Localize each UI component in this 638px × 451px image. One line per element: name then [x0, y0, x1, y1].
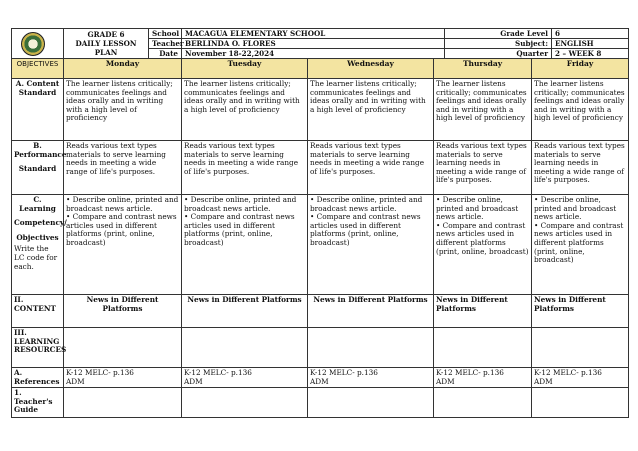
- content-standard-wednesday: The learner listens critically; communicates feelings and ideas orally and in writing with a high level of proficiency: [308, 79, 434, 141]
- content-standard-row: [12, 79, 629, 141]
- learning-competency-label: [12, 195, 67, 295]
- content-standard-thursday: The learner listens critically; communicates feelings and ideas orally and in writing with a high level of proficiency: [434, 79, 532, 141]
- competency-tuesday: [182, 195, 308, 295]
- competency-bullet-2: • Compare and contrast news articles used in different platforms (print, online, broadcast): [184, 212, 295, 247]
- teachers-guide-monday: [64, 388, 182, 418]
- content-standard-label-b: Standard: [18, 87, 57, 97]
- references-monday: [64, 368, 182, 388]
- content-standard-label: [12, 79, 64, 141]
- resources-friday: [532, 328, 629, 368]
- competency-bullet-2: • Compare and contrast news articles used in different platforms (print, online, broadcast): [66, 212, 177, 247]
- subject-label: Subject:: [445, 39, 552, 49]
- resources-monday: [64, 328, 182, 368]
- references-line-1: K-12 MELC- p.136: [436, 368, 504, 377]
- references-line-1: K-12 MELC- p.136: [310, 368, 378, 377]
- performance-label-b: Performance: [14, 149, 67, 159]
- competency-bullet-1: • Describe online, printed and broadcast news article.: [184, 195, 297, 213]
- references-tuesday: [182, 368, 308, 388]
- references-wednesday: [308, 368, 434, 388]
- competency-label-d: Objectives: [16, 232, 59, 242]
- plan-title-cell: [64, 29, 149, 59]
- resources-wednesday: [308, 328, 434, 368]
- subject-value: ENGLISH: [552, 39, 629, 49]
- content-tuesday: News in Different Platforms: [182, 295, 308, 328]
- day-friday: Friday: [532, 59, 629, 79]
- performance-label-c: Standard: [18, 164, 57, 174]
- performance-standard-thursday: Reads various text types materials to serve learning needs in meeting a wide range of life's purposes.: [434, 141, 532, 195]
- lesson-table: [11, 58, 629, 418]
- content-label: II. CONTENT: [12, 295, 64, 328]
- references-line-2: ADM: [436, 376, 455, 386]
- competency-bullet-2: • Compare and contrast news articles used in different platforms (print, online, broadcast): [310, 212, 421, 247]
- resources-tuesday: [182, 328, 308, 368]
- competency-note: Write the LC code for each.: [14, 244, 58, 271]
- plan-title: DAILY LESSON PLAN: [75, 39, 137, 57]
- performance-standard-row: [12, 141, 629, 195]
- teacher-label: Teacher: [149, 39, 182, 49]
- performance-standard-wednesday: Reads various text types materials to serve learning needs in meeting a wide range of life's purposes.: [308, 141, 434, 195]
- performance-standard-friday: Reads various text types materials to serve learning needs in meeting a wide range of life's purposes.: [532, 141, 629, 195]
- day-thursday: Thursday: [434, 59, 532, 79]
- content-standard-label-a: A. Content: [15, 79, 60, 88]
- performance-standard-tuesday: Reads various text types materials to serve learning needs in meeting a wide range of life's purposes.: [182, 141, 308, 195]
- references-friday: [532, 368, 629, 388]
- days-row: [12, 59, 629, 79]
- teachers-guide-friday: [532, 388, 629, 418]
- teacher-value: BERLINDA O. FLORES: [182, 39, 445, 49]
- objectives-header: OBJECTIVES: [12, 59, 64, 79]
- teachers-guide-row: [12, 388, 629, 418]
- content-standard-tuesday: The learner listens critically; communicates feelings and ideas orally and in writing with a high level of proficiency: [182, 79, 308, 141]
- teachers-guide-tuesday: [182, 388, 308, 418]
- resources-label: III. LEARNING RESOURCES: [12, 328, 64, 368]
- content-wednesday: News in Different Platforms: [308, 295, 434, 328]
- teachers-guide-label: 1. Teacher's Guide: [12, 388, 64, 418]
- references-line-2: ADM: [310, 376, 329, 386]
- competency-bullet-1: • Describe online, printed and broadcast news article.: [66, 195, 179, 213]
- performance-standard-monday: Reads various text types materials to serve learning needs in meeting a wide range of life's purposes.: [64, 141, 182, 195]
- competency-bullet-1: • Describe online, printed and broadcast news article.: [310, 195, 423, 213]
- content-friday: News in Different Platforms: [532, 295, 629, 328]
- grade-level-label: Grade Level: [445, 29, 552, 39]
- competency-thursday: [434, 195, 532, 295]
- competency-bullet-1: • Describe online, printed and broadcast news article.: [436, 195, 519, 222]
- quarter-label: Quarter: [445, 49, 552, 59]
- day-wednesday: Wednesday: [308, 59, 434, 79]
- content-standard-friday: The learner listens critically; communicates feelings and ideas orally and in writing with a high level of proficiency: [532, 79, 629, 141]
- date-label: Date: [149, 49, 182, 59]
- day-tuesday: Tuesday: [182, 59, 308, 79]
- school-value: MACAGUA ELEMENTARY SCHOOL: [182, 29, 445, 39]
- teachers-guide-wednesday: [308, 388, 434, 418]
- header-table: [11, 28, 629, 59]
- resources-row: [12, 328, 629, 368]
- competency-bullet-2: • Compare and contrast news articles used in different platforms (print, online, broadcast): [534, 220, 624, 265]
- grade-level-value: 6: [552, 29, 629, 39]
- references-line-2: ADM: [184, 376, 203, 386]
- content-thursday: News in Different Platforms: [434, 295, 532, 328]
- content-row: [12, 295, 629, 328]
- competency-monday: [64, 195, 182, 295]
- teachers-guide-thursday: [434, 388, 532, 418]
- learning-competency-row: [12, 195, 629, 295]
- references-line-1: K-12 MELC- p.136: [66, 368, 134, 377]
- content-monday: News in Different Platforms: [64, 295, 182, 328]
- day-monday: Monday: [64, 59, 182, 79]
- performance-label-a: B.: [33, 141, 42, 150]
- competency-wednesday: [308, 195, 434, 295]
- date-value: November 18-22,2024: [182, 49, 445, 59]
- references-row: [12, 368, 629, 388]
- references-label: A. References: [12, 368, 64, 388]
- performance-standard-label: [12, 141, 67, 195]
- references-line-1: K-12 MELC- p.136: [534, 368, 602, 377]
- logo-cell: [12, 29, 64, 59]
- grade-title: GRADE 6: [87, 30, 125, 39]
- competency-friday: [532, 195, 629, 295]
- content-standard-monday: The learner listens critically; communicates feelings and ideas orally and in writing with a high level of proficiency: [64, 79, 182, 141]
- references-line-2: ADM: [66, 376, 85, 386]
- references-thursday: [434, 368, 532, 388]
- quarter-value: 2 – WEEK 8: [552, 49, 629, 59]
- school-label: School: [149, 29, 182, 39]
- lesson-plan-page: [11, 28, 628, 418]
- resources-thursday: [434, 328, 532, 368]
- competency-label-a: C.: [33, 195, 42, 204]
- competency-bullet-2: • Compare and contrast news articles used in different platforms (print, online, broadcast): [436, 220, 529, 256]
- competency-label-c: Competency/: [14, 218, 67, 228]
- references-line-2: ADM: [534, 376, 553, 386]
- deped-seal-icon: [21, 32, 45, 56]
- competency-label-b: Learning: [19, 203, 56, 213]
- references-line-1: K-12 MELC- p.136: [184, 368, 252, 377]
- competency-bullet-1: • Describe online, printed and broadcast news article.: [534, 195, 617, 222]
